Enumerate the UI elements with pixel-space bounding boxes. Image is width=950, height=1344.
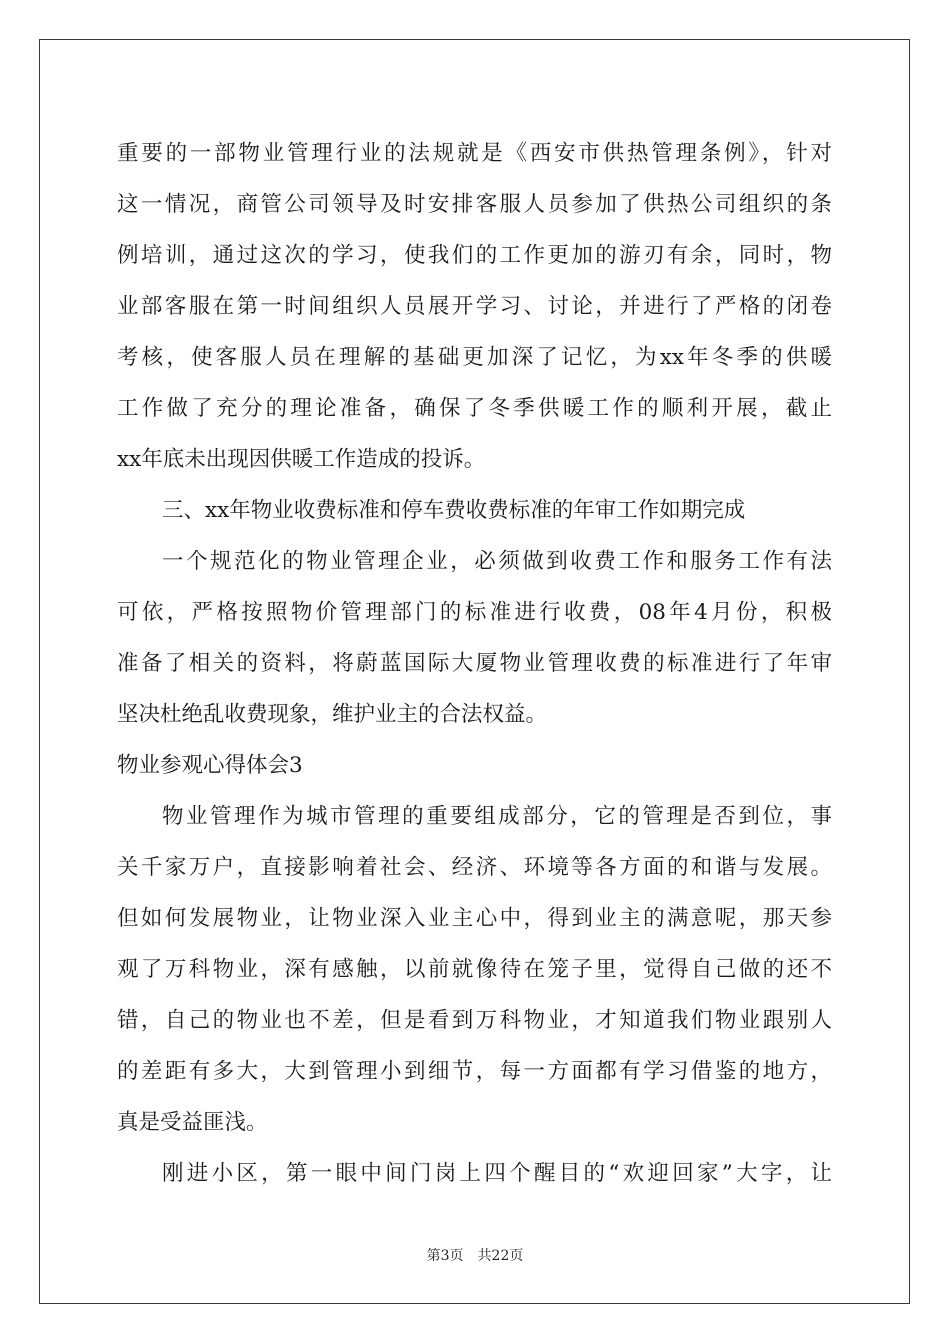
text-line: 一个规范化的物业管理企业，必须做到收费工作和服务工作有法 — [162, 549, 832, 574]
text-line: 真是受益匪浅。 — [117, 1110, 268, 1135]
text-line: 物业管理作为城市管理的重要组成部分，它的管理是否到位，事 — [162, 804, 832, 829]
text-line: 关千家万户，直接影响着社会、经济、环境等各方面的和谐与发展。 — [117, 855, 832, 880]
text-line: 物业参观心得体会3 — [117, 753, 303, 778]
text-line: 可依，严格按照物价管理部门的标准进行收费，08年4月份，积极 — [117, 600, 832, 625]
text-line: 准备了相关的资料，将蔚蓝国际大厦物业管理收费的标准进行了年审 — [117, 651, 832, 676]
text-line: 工作做了充分的理论准备，确保了冬季供暖工作的顺利开展，截止 — [117, 396, 832, 421]
page-total: 共22页 — [477, 1248, 524, 1264]
text-line: 这一情况，商管公司领导及时安排客服人员参加了供热公司组织的条 — [117, 192, 832, 217]
text-line: 错，自己的物业也不差，但是看到万科物业，才知道我们物业跟别人 — [117, 1008, 832, 1033]
page-number: 第3页 — [426, 1248, 464, 1264]
text-line: 重要的一部物业管理行业的法规就是《西安市供热管理条例》，针对 — [117, 141, 832, 166]
text-line: 例培训，通过这次的学习，使我们的工作更加的游刃有余，同时，物 — [117, 243, 832, 268]
text-line: 的差距有多大，大到管理小到细节，每一方面都有学习借鉴的地方， — [117, 1059, 832, 1084]
text-line: 坚决杜绝乱收费现象，维护业主的合法权益。 — [117, 702, 548, 727]
text-line: 观了万科物业，深有感触，以前就像待在笼子里，觉得自己做的还不 — [117, 957, 832, 982]
text-line: xx年底未出现因供暖工作造成的投诉。 — [117, 447, 486, 472]
text-line: 但如何发展物业，让物业深入业主心中，得到业主的满意呢，那天参 — [117, 906, 832, 931]
page-footer — [0, 1245, 950, 1265]
text-line: 业部客服在第一时间组织人员展开学习、讨论，并进行了严格的闭卷 — [117, 294, 832, 319]
document-body — [117, 128, 832, 1199]
text-line: 考核，使客服人员在理解的基础更加深了记忆，为xx年冬季的供暖 — [117, 345, 832, 370]
text-line: 刚进小区，第一眼中间门岗上四个醒目的“欢迎回家”大字，让 — [162, 1161, 832, 1186]
text-line: 三、xx年物业收费标准和停车费收费标准的年审工作如期完成 — [162, 498, 746, 523]
